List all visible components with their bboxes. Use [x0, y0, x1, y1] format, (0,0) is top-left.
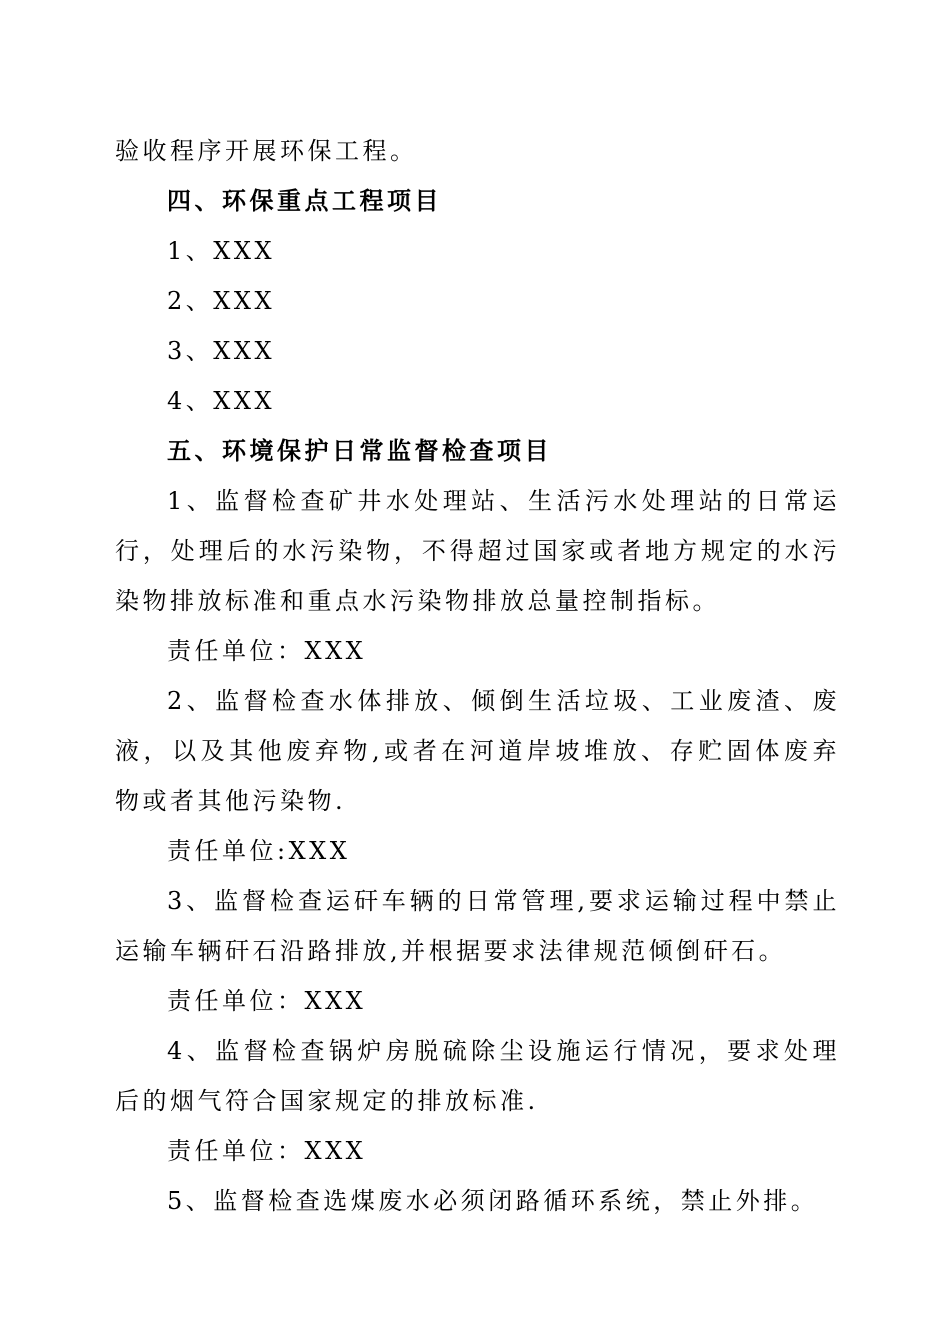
inspection-item-2: 2、监督检查水体排放、倾倒生活垃圾、工业废渣、废液，以及其他废弃物,或者在河道岸坡堆放、存贮固体废弃物或者其他污染物.	[115, 687, 840, 815]
continuation-text: 验收程序开展环保工程。	[115, 137, 418, 165]
responsibility-unit: 责任单位：XXX	[167, 987, 367, 1015]
list-item: 1、XXX	[167, 237, 276, 265]
responsibility-unit: 责任单位：XXX	[167, 637, 367, 665]
list-item: 2、XXX	[167, 287, 276, 315]
list-item: 4、XXX	[167, 387, 276, 415]
list-item: 3、XXX	[167, 337, 276, 365]
responsibility-unit: 责任单位：XXX	[167, 1137, 367, 1165]
inspection-item-5: 5、监督检查选煤废水必须闭路循环系统，禁止外排。	[167, 1187, 819, 1215]
inspection-item-3: 3、监督检查运矸车辆的日常管理,要求运输过程中禁止运输车辆矸石沿路排放,并根据要求法律规范倾倒矸石。	[115, 887, 840, 965]
responsibility-unit: 责任单位:XXX	[167, 837, 351, 865]
inspection-item-1: 1、监督检查矿井水处理站、生活污水处理站的日常运行，处理后的水污染物，不得超过国家或者地方规定的水污染物排放标准和重点水污染物排放总量控制指标。	[115, 487, 840, 615]
document-page	[115, 126, 840, 1226]
section-heading-5: 五、环境保护日常监督检查项目	[167, 437, 552, 465]
section-heading-4: 四、环保重点工程项目	[167, 187, 442, 215]
inspection-item-4: 4、监督检查锅炉房脱硫除尘设施运行情况，要求处理后的烟气符合国家规定的排放标准.	[115, 1037, 840, 1115]
